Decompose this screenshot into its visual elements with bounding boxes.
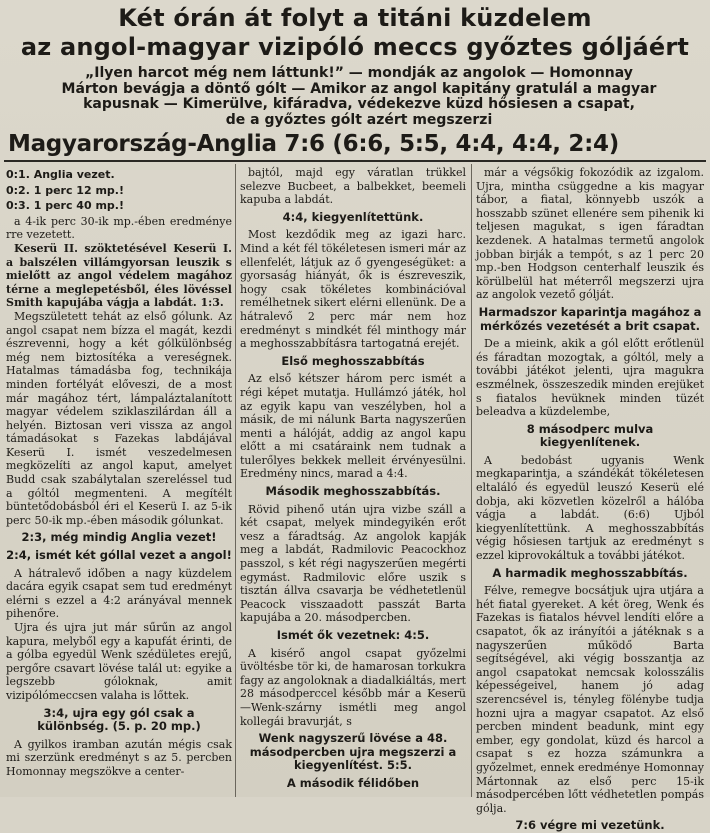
section-heading: 4:4, kiegyenlítettünk. [282,209,424,224]
paragraph: A bedobást ugyanis Wenk megkaparintja, a szándékát tökéletesen eltaláló és egyedül leuszó Keserü elé dobja, aki közvetlen közelről a hálóba vágja a labdát. (6:6) Ujból kiegyenlítettünk. A meghosszabbítás végig hősiesen tartjuk az eredményt s ezzel kiprovokáltuk a további játékot. [476,453,704,563]
headline-line-1: Két órán át folyt a titáni küzdelem [118,4,592,32]
paragraph: A kisérő angol csapat győzelmi üvöltésbe tör ki, de hamarosan torkukra fagy az angoloknak a diadalkiáltás, mert 28 másodperccel később már a Keserü—Wenk-szárny ismétli meg angol kollegái bravurját, s [240,646,466,728]
section-heading: 7:6 végre mi vezetünk. [515,818,665,833]
section-heading: A második félidőben [286,775,420,790]
section-heading: 2:4, ismét két góllal vezet a angol! [6,548,232,563]
headline-line-2: az angol-magyar vizipóló meccs győztes góljáért [20,33,690,61]
paragraph: Félve, remegve bocsátjuk ujra utjára a hét fiatal gyereket. A két öreg, Wenk és Fazekas is fiatalos hévvel lendíti előre a csapatot, ők az irányítói a játéknak s a nagyszerűen működő Barta segítségével, aki végig bosszantja az angol csapatokat nemcsak kolosszális képességeivel, hanem jó adag szerencsével is, tényleg fölénybe tudja hozni ujra a magyar csapatot. Az első percben mindent beadunk, mint egy ember, egy gondolat, küzd és harcol a csapat s ez hozza számunkra a győzelmet, ennek eredménye Homonnay Mártonnak az első perc 15-ik másodpercében lőtt védhetetlen pompás gólja. [476,584,704,815]
section-heading: Ismét ők vezetnek: 4:5. [276,628,430,642]
paragraph: Az első kétszer három perc ismét a régi képet mutatja. Hullámzó játék, hol az egyik kapu van veszélyben, hol a másik, de mi nálunk Barta nagyszerűen menti a hálóját, addig az angol kapu előtt a mi csatáraink nem tudnak a tulerőlyes bekkek melleit érvényesülni. Eredmény nincs, marad a 4:4. [240,372,466,481]
score-update: 0:1. Anglia vezet. [6,168,115,181]
column-divider [235,164,236,797]
divider-rule [4,160,706,162]
paragraph: De a mieink, akik a gól előtt erőtlenül és fáradtan mozogtak, a góltól, mely a további játékot jelenti, ujra magukra eszmélnek, összeszedik minden erejüket s fiatalos hevüknek minden tüzét beleadva a küzdelembe, [476,337,704,419]
paragraph: Ujra és ujra jut már sűrűn az angol kapura, melyből egy a kapufát érinti, de a gólba egyedül Wenk szédületes erejű, pergőre csavart lövése talál ut: egyike a legszebb góloknak, amit vizipólómeccsen valaha is lőttek. [6,621,232,702]
paragraph: bajtól, majd egy váratlan trükkel selezve Bucbeet, a balbekket, beemeli kapuba a labdát. [240,166,466,207]
paragraph: Megszületett tehát az első gólunk. Az angol csapat nem bízza el magát, kezdi észrevenni, hogy a két gólkülönbség még nem biztosítéka a vereségnek. Hatalmas támadásba fog, technikája minden fortélyát előveszi, de a most már magához tért, lámpaláztalanított magyar védelem sziklaszilárdan áll a helyén. Biztosan veri vissza az angol támadásokat s Fazekas labdájával Keserü I. ismét veszedelmesen megközelíti az angol kaput, amelyet Budd csak szabálytalan szereléssel tud a góltól megmenteni. A megítélt büntetődobásból éri el Keserü I. az 5-ik perc 50-ik mp.-ében második gólunkat. [6,309,232,527]
paragraph: Most kezdődik meg az igazi harc. Mind a két fél tökéletesen ismeri már az ellenfelét, látjuk az ő gyengeségüket: a gyorsaság hiányát, ők is észreveszik, hogy csak tökéletes kombinációval remélhetnek sikert elérni ellenünk. De a hátralevő 2 perc már nem hoz eredményt s mindkét fél minthogy már a meghosszabbításra tartogatná erejét. [240,228,466,351]
paragraph: A hátralevő időben a nagy küzdelem dacára egyik csapat sem tud eredményt elérni s ezzel a 4:2 arányával mennek pihenőre. [6,566,232,621]
subheadline-line: kapusnak — Kimerülve, kifáradva, védekezve küzd hősiesen a csapat, [83,96,635,112]
paragraph: Rövid pihenő után ujra vizbe száll a két csapat, melyek mindegyikén erőt vesz a fáradtság. Az angolok kapják meg a labdát, Radmilovic Peacockhoz passzol, s két régi nagyszerűen megérti egymást. Radmilovic előre uszik s tisztán állva csavarja be védhetetlenül Peacock visszaadott passzát Barta kapujába a 20. másodpercben. [240,502,466,625]
section-heading: A harmadik meghosszabbítás. [492,565,688,580]
article-column-1 [6,166,232,796]
section-heading: 8 másodperc mulva kiegyenlítenek. [526,421,654,450]
article-column-2 [240,166,466,796]
section-heading: Wenk nagyszerű lövése a 48. másodpercben ujra megszerzi a kiegyenlítést. 5:5. [249,731,457,773]
section-heading: 2:3, még mindig Anglia vezet! [21,530,217,545]
subheadline [24,66,694,128]
paragraph: Keserü II. szöktetésével Keserü I. a balszélen villámgyorsan leuszik s mielőtt az angol védelem magához térne a meglepetésből, éles lövéssel Smith kapujába vágja a labdát. 1:3. [6,241,232,310]
section-heading: Harmadszor kaparintja magához a mérkőzés vezetését a brit csapat. [478,304,702,333]
subheadline-line: de a győztes gólt azért megszerzi [225,111,493,128]
paragraph: már a végsőkig fokozódik az izgalom. Ujra, mintha csüggedne a kis magyar tábor, a fiatal, könnyebb uszók a hosszabb szünet ellenére sem pihenik ki teljesen magukat, s igen fáradtan kezdenek. A hatalmas termetű angolok jobban birják a tempót, s az 1 perc 20 mp.-ben Hodgson centerhalf leuszik és körülbelül hat méterről megszerzi ujra az angolok vezető gólját. [476,166,704,302]
column-divider [471,164,472,797]
score-update: 0:2. 1 perc 12 mp.! [6,183,124,197]
section-heading: Első meghosszabbítás [281,353,425,368]
article-column-3 [476,166,704,833]
score-update: 0:3. 1 perc 40 mp.! [6,199,124,213]
paragraph: A gyilkos iramban azután mégis csak mi szerzünk eredményt s az 5. percben Homonnay megszökve a center- [6,737,232,778]
subheadline-line: Márton bevágja a döntő gólt — Amikor az angol kapitány gratulál a magyar [61,80,657,97]
section-heading: Második meghosszabbítás. [265,484,441,499]
subheadline-line: „Ilyen harcot még nem láttunk!” — mondják az angolok — Homonnay [85,65,633,81]
paragraph: a 4-ik perc 30-ik mp.-ében eredménye rre vezetett. [6,214,232,242]
section-heading: 3:4, ujra egy gól csak a különbség. (5. p. 20 mp.) [37,705,201,734]
score-line: Magyarország-Anglia 7:6 (6:6, 5:5, 4:4, 4:4, 2:4) [8,131,619,157]
